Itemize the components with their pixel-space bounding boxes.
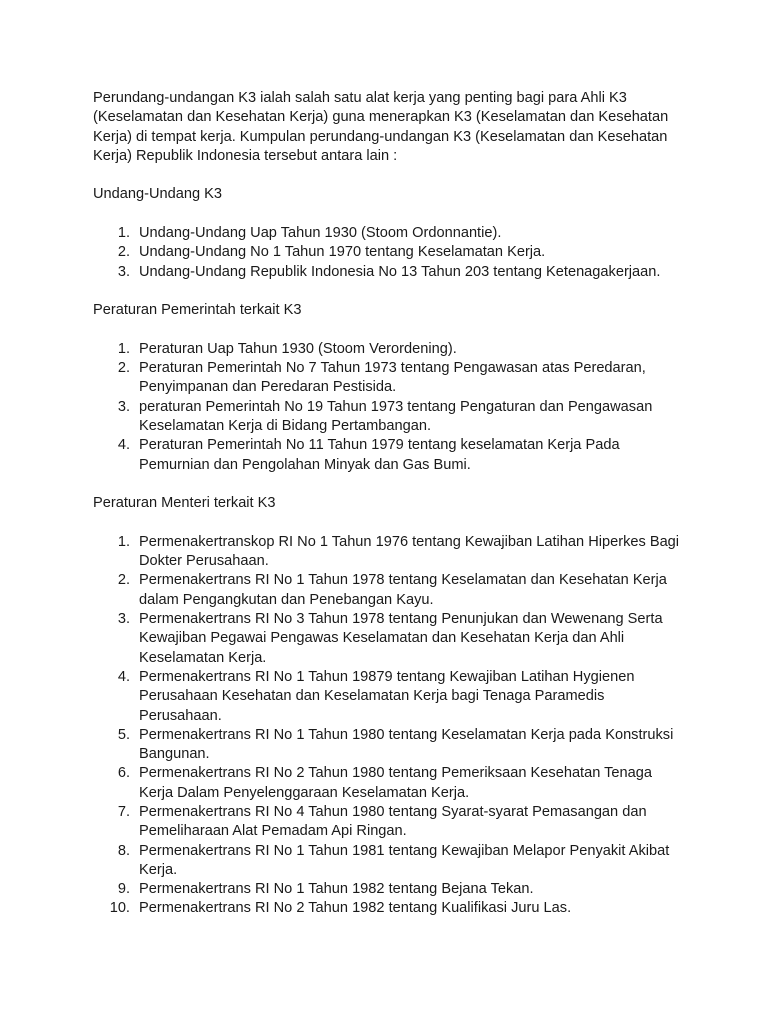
item-number: 4. [117, 437, 130, 454]
section-peraturan-pemerintah [93, 301, 683, 475]
list-item [93, 803, 683, 842]
item-number: 1. [117, 340, 130, 357]
list-item [93, 243, 683, 262]
item-text: Permenakertrans RI No 1 Tahun 19879 tentang Kewajiban Latihan Hygienen Perusahaan Kesehatan dan Keselamatan Kerja bagi Tenaga Paramedis Perusahaan. [139, 668, 635, 724]
section-peraturan-menteri [93, 494, 683, 919]
item-text: Undang-Undang Republik Indonesia No 13 Tahun 203 tentang Ketenagakerjaan. [139, 263, 661, 280]
item-text: Peraturan Pemerintah No 11 Tahun 1979 tentang keselamatan Kerja Pada Pemurnian dan Pengolahan Minyak dan Gas Bumi. [139, 437, 620, 473]
list-item [93, 668, 683, 726]
item-number: 4. [117, 668, 130, 685]
item-text: Permenakertrans RI No 1 Tahun 1978 tentang Keselamatan dan Kesehatan Kerja dalam Pengangkutan dan Penebangan Kayu. [139, 572, 667, 608]
section-undang-undang [93, 185, 683, 281]
list-item [93, 263, 683, 282]
item-text: Undang-Undang No 1 Tahun 1970 tentang Keselamatan Kerja. [139, 244, 546, 261]
item-text: Permenakertrans RI No 4 Tahun 1980 tentang Syarat-syarat Pemasangan dan Pemeliharaan Alat Pemadam Api Ringan. [139, 803, 647, 840]
item-text: Permenakertrans RI No 2 Tahun 1982 tentang Kualifikasi Juru Las. [139, 900, 572, 917]
item-list [93, 340, 683, 475]
list-item [93, 340, 683, 359]
list-item [93, 726, 683, 765]
document-page [93, 89, 683, 919]
list-item [93, 880, 683, 899]
list-item [93, 359, 683, 398]
list-item [93, 436, 683, 475]
list-item [93, 899, 683, 918]
section-heading: Peraturan Menteri terkait K3 [93, 495, 276, 512]
item-number: 2. [117, 572, 130, 589]
list-item [93, 842, 683, 881]
item-number: 7. [117, 803, 130, 820]
list-item [93, 571, 683, 610]
section-heading: Peraturan Pemerintah terkait K3 [93, 302, 302, 319]
item-text: Permenakertrans RI No 1 Tahun 1981 tentang Kewajiban Melapor Penyakit Akibat Kerja. [139, 842, 670, 878]
item-text: Permenakertranskop RI No 1 Tahun 1976 tentang Kewajiban Latihan Hiperkes Bagi Dokter Perusahaan. [139, 533, 680, 570]
item-number: 2. [117, 360, 130, 377]
item-number: 9. [117, 881, 130, 898]
item-text: Permenakertrans RI No 1 Tahun 1982 tentang Bejana Tekan. [139, 881, 534, 898]
item-list [93, 533, 683, 919]
list-item [93, 610, 683, 668]
item-number: 1. [117, 533, 130, 550]
list-item [93, 764, 683, 803]
item-text: Peraturan Uap Tahun 1930 (Stoom Verordening). [139, 340, 457, 357]
item-number: 1. [117, 225, 130, 242]
item-number: 3. [117, 398, 130, 415]
list-item [93, 533, 683, 572]
list-item [93, 398, 683, 437]
item-number: 2. [117, 244, 130, 261]
item-text: Permenakertrans RI No 1 Tahun 1980 tentang Keselamatan Kerja pada Konstruksi Bangunan. [139, 726, 674, 763]
section-heading: Undang-Undang K3 [93, 186, 223, 203]
item-text: peraturan Pemerintah No 19 Tahun 1973 tentang Pengaturan dan Pengawasan Keselamatan Kerja di Bidang Pertambangan. [139, 398, 653, 435]
item-text: Undang-Undang Uap Tahun 1930 (Stoom Ordonnantie). [139, 225, 502, 242]
item-text: Peraturan Pemerintah No 7 Tahun 1973 tentang Pengawasan atas Peredaran, Penyimpanan dan Peredaran Pestisida. [139, 360, 646, 396]
item-text: Permenakertrans RI No 2 Tahun 1980 tentang Pemeriksaan Kesehatan Tenaga Kerja Dalam Penyelenggaraan Keselamatan Kerja. [139, 765, 653, 801]
item-list [93, 224, 683, 282]
item-number: 3. [117, 611, 130, 628]
item-text: Permenakertrans RI No 3 Tahun 1978 tentang Penunjukan dan Wewenang Serta Kewajiban Pegawai Pengawas Keselamatan dan Kesehatan Kerja dan Ahli Keselamatan Kerja. [139, 611, 663, 666]
item-number: 3. [117, 263, 130, 280]
item-number: 6. [117, 765, 130, 782]
item-number: 5. [117, 726, 130, 743]
intro-paragraph: Perundang-undangan K3 ialah salah satu alat kerja yang penting bagi para Ahli K3 (Keselamatan dan Kesehatan Kerja) guna menerapkan K3 (Keselamatan dan Kesehatan Kerja) di tempat kerja. Kumpulan perundang-undangan K3 (Keselamatan dan Kesehatan Kerja) Republik Indonesia tersebut antara lain : [93, 90, 669, 164]
item-number: 8. [117, 842, 130, 859]
item-number: 10. [109, 900, 130, 917]
list-item [93, 224, 683, 243]
